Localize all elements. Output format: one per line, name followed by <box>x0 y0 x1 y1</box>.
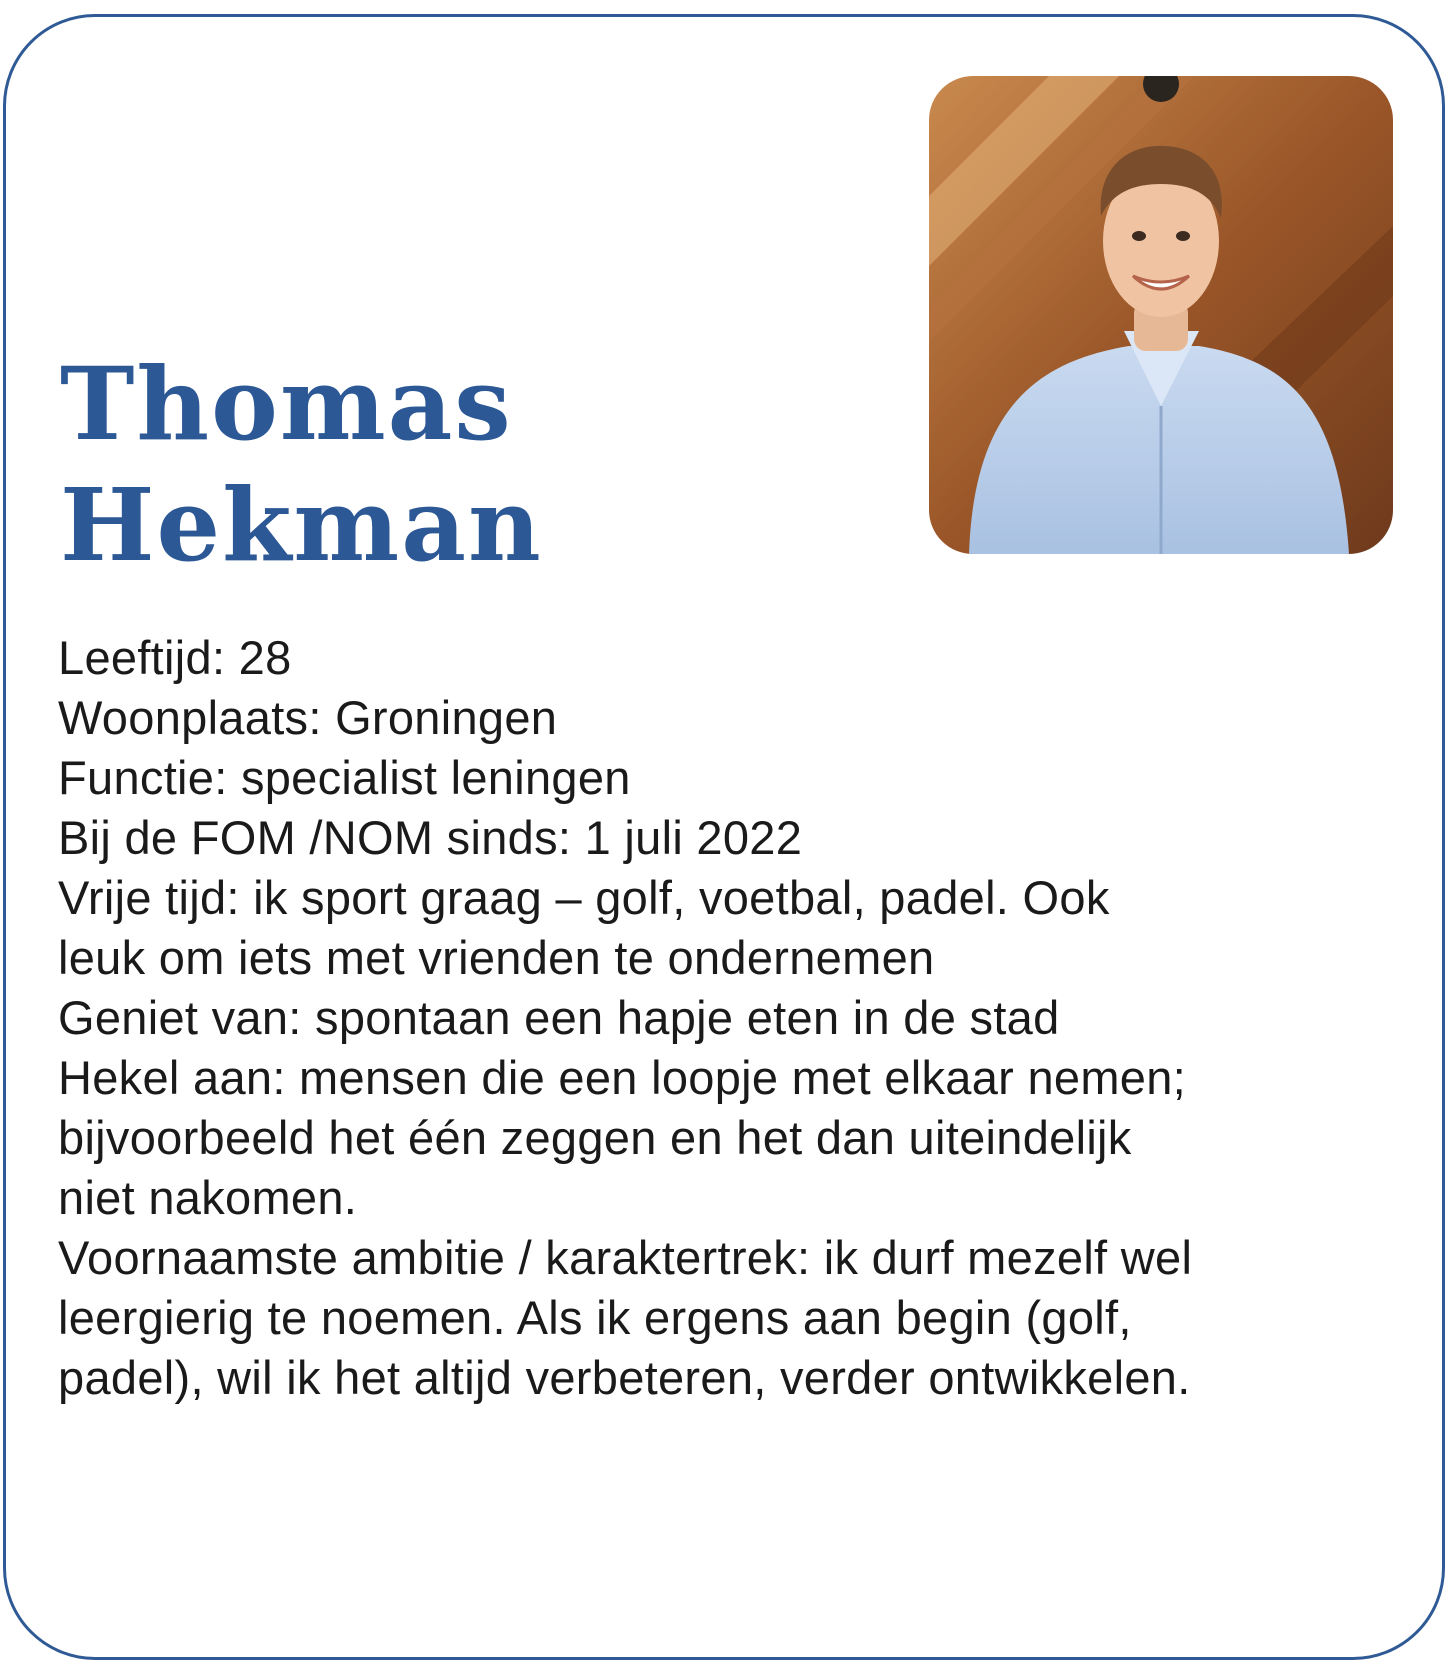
detail-line: Bij de FOM /NOM sinds: 1 juli 2022 <box>58 811 803 864</box>
detail-line: Leeftijd: 28 <box>58 631 292 684</box>
first-name: Thomas <box>60 345 513 463</box>
last-name: Hekman <box>60 466 543 584</box>
detail-line: Geniet van: spontaan een hapje eten in de stad <box>58 991 1060 1044</box>
detail-line: Functie: specialist leningen <box>58 751 631 804</box>
detail-line: leuk om iets met vrienden te ondernemen <box>58 931 935 984</box>
detail-line: Vrije tijd: ik sport graag – golf, voetbal, padel. Ook <box>58 871 1110 924</box>
detail-line: leergierig te noemen. Als ik ergens aan begin (golf, <box>58 1291 1132 1344</box>
profile-details <box>58 628 1418 1408</box>
profile-name <box>60 344 543 586</box>
detail-line: bijvoorbeeld het één zeggen en het dan uiteindelijk <box>58 1111 1132 1164</box>
detail-line: Hekel aan: mensen die een loopje met elkaar nemen; <box>58 1051 1187 1104</box>
detail-line: niet nakomen. <box>58 1171 358 1224</box>
detail-line: padel), wil ik het altijd verbeteren, verder ontwikkelen. <box>58 1351 1191 1404</box>
detail-line: Voornaamste ambitie / karaktertrek: ik durf mezelf wel <box>58 1231 1193 1284</box>
portrait-illustration <box>929 76 1393 554</box>
portrait-photo <box>929 76 1393 554</box>
detail-line: Woonplaats: Groningen <box>58 691 558 744</box>
